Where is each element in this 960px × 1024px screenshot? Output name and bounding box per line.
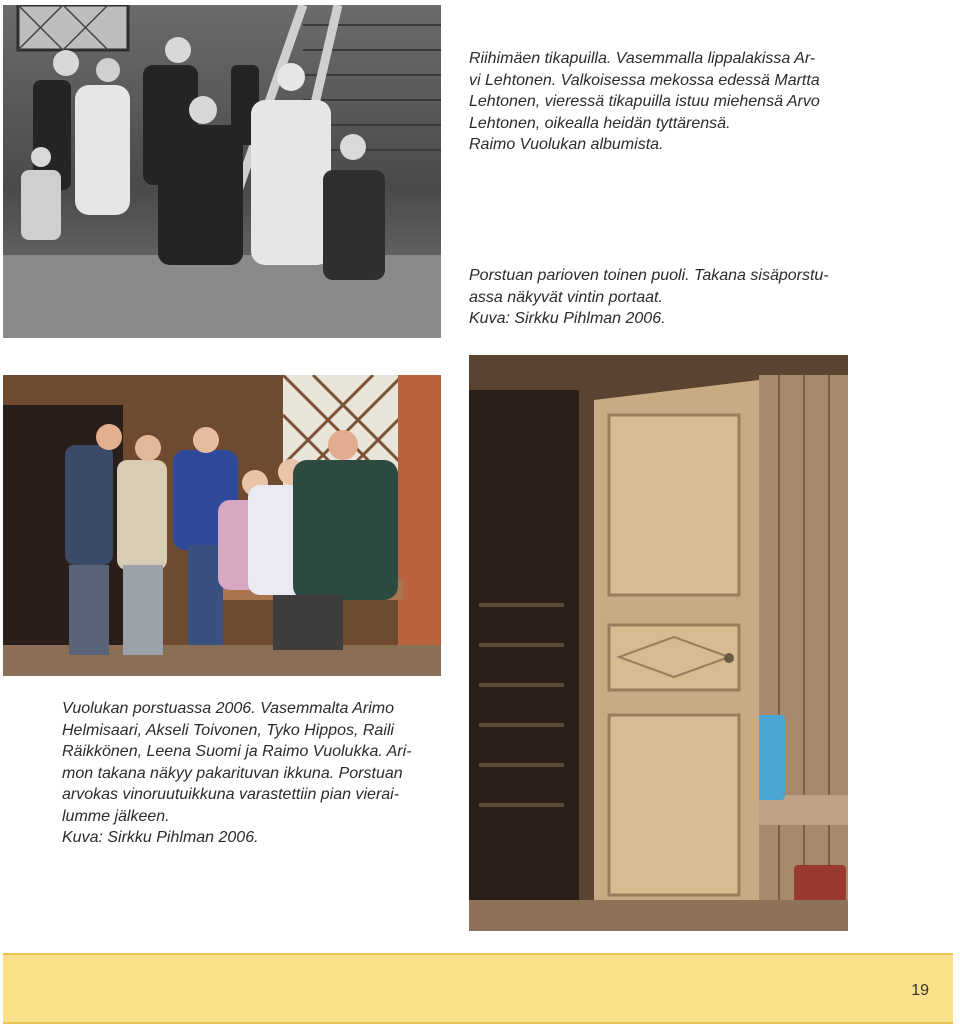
group-photo-image (3, 375, 441, 676)
footer-band (3, 953, 953, 1024)
caption-door: Porstuan parioven toinen puoli. Takana sisäporstu- assa näkyvät vintin portaat. Kuva: Sirkku Pihlman 2006. (469, 267, 829, 327)
photo-porch-door (469, 355, 848, 931)
photo-family-on-steps (3, 5, 441, 338)
family-photo-image (3, 5, 441, 338)
caption-group-in-porch: Vuolukan porstuassa 2006. Vasemmalta Arimo Helmisaari, Akseli Toivonen, Tyko Hippos, Raili Räikkönen, Leena Suomi ja Raimo Vuolukka. Ari- mon takana näkyy pakarituvan ikkuna. Porstuan arvokas vinoruutuikkuna varastettiin pian vierai- lumme jälkeen. Kuva: Sirkku Pihlman 2006. (62, 700, 412, 846)
photo-group-in-porch (3, 375, 441, 676)
caption-family-on-steps: Riihimäen tikapuilla. Vasemmalla lippalakissa Ar- vi Lehtonen. Valkoisessa mekossa edessä Martta Lehtonen, vieressä tikapuilla istuu miehensä Arvo Lehtonen, oikealla heidän tyttärensä. Raimo Vuolukan albumista. (469, 50, 820, 153)
page-number: 19 (911, 982, 929, 999)
door-photo-image (469, 355, 848, 931)
